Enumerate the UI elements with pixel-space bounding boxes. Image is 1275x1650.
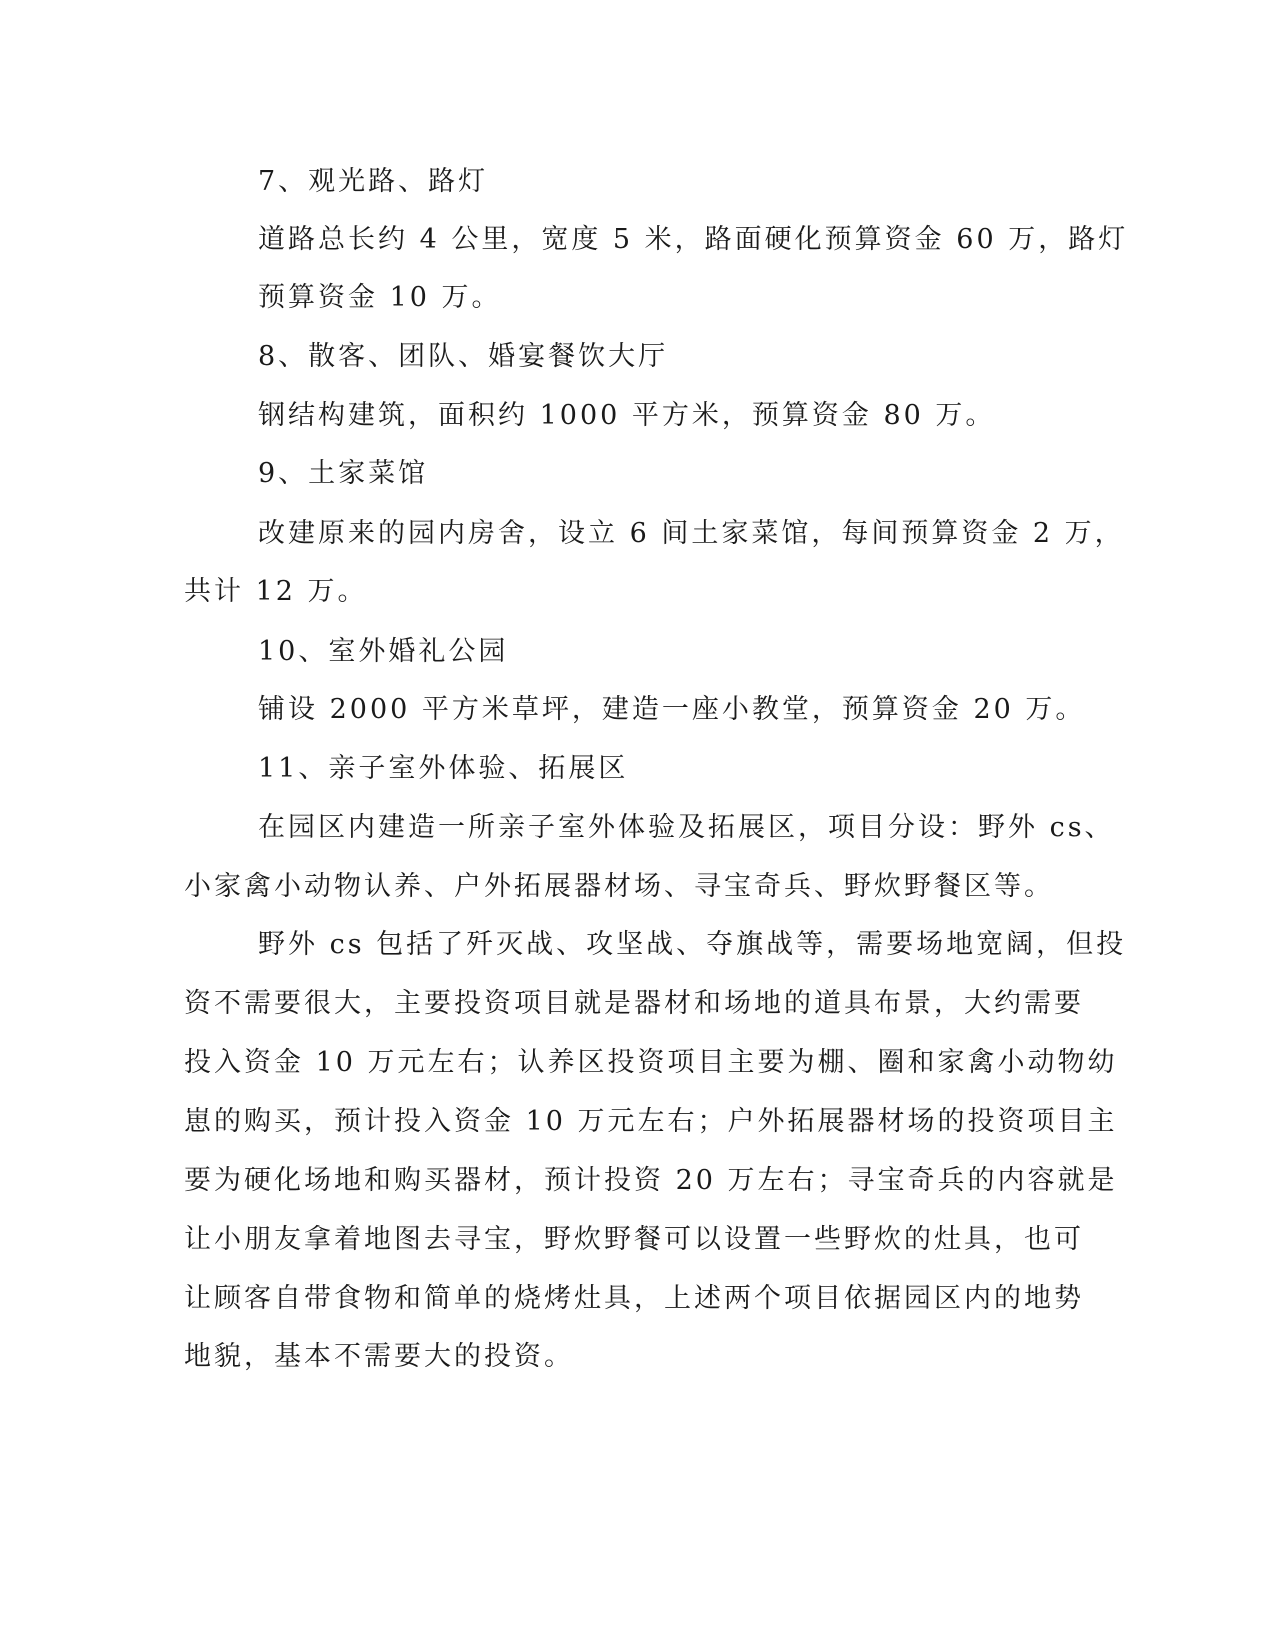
paragraph-line: 预算资金 10 万。 <box>258 282 502 313</box>
paragraph-line: 要为硬化场地和购买器材，预计投资 20 万左右；寻宝奇兵的内容就是 <box>184 1165 1118 1196</box>
paragraph-line: 地貌，基本不需要大的投资。 <box>184 1341 574 1372</box>
heading-8: 8、散客、团队、婚宴餐饮大厅 <box>258 341 669 372</box>
paragraph-line: 铺设 2000 平方米草坪，建造一座小教堂，预算资金 20 万。 <box>258 694 1086 725</box>
heading-7: 7、观光路、路灯 <box>258 166 489 197</box>
heading-11: 11、亲子室外体验、拓展区 <box>258 753 629 784</box>
paragraph-line: 野外 cs 包括了歼灭战、攻坚战、夺旗战等，需要场地宽阔，但投 <box>258 929 1127 960</box>
paragraph-line: 小家禽小动物认养、户外拓展器材场、寻宝奇兵、野炊野餐区等。 <box>184 871 1054 902</box>
paragraph-line: 改建原来的园内房舍，设立 6 间土家菜馆，每间预算资金 2 万， <box>258 518 1125 549</box>
heading-10: 10、室外婚礼公园 <box>258 636 509 667</box>
paragraph-line: 让顾客自带食物和简单的烧烤灶具，上述两个项目依据园区内的地势 <box>184 1283 1084 1314</box>
paragraph-line: 让小朋友拿着地图去寻宝，野炊野餐可以设置一些野炊的灶具，也可 <box>184 1224 1084 1255</box>
paragraph-line: 在园区内建造一所亲子室外体验及拓展区，项目分设：野外 cs、 <box>258 812 1115 843</box>
paragraph-line: 资不需要很大，主要投资项目就是器材和场地的道具布景，大约需要 <box>184 988 1084 1019</box>
paragraph-line: 崽的购买，预计投入资金 10 万元左右；户外拓展器材场的投资项目主 <box>184 1106 1118 1137</box>
paragraph-line: 钢结构建筑，面积约 1000 平方米，预算资金 80 万。 <box>258 400 996 431</box>
paragraph-line: 共计 12 万。 <box>184 576 368 607</box>
paragraph-line: 道路总长约 4 公里，宽度 5 米，路面硬化预算资金 60 万，路灯 <box>258 224 1129 255</box>
paragraph-line: 投入资金 10 万元左右；认养区投资项目主要为棚、圈和家禽小动物幼 <box>184 1047 1118 1078</box>
heading-9: 9、土家菜馆 <box>258 458 429 489</box>
